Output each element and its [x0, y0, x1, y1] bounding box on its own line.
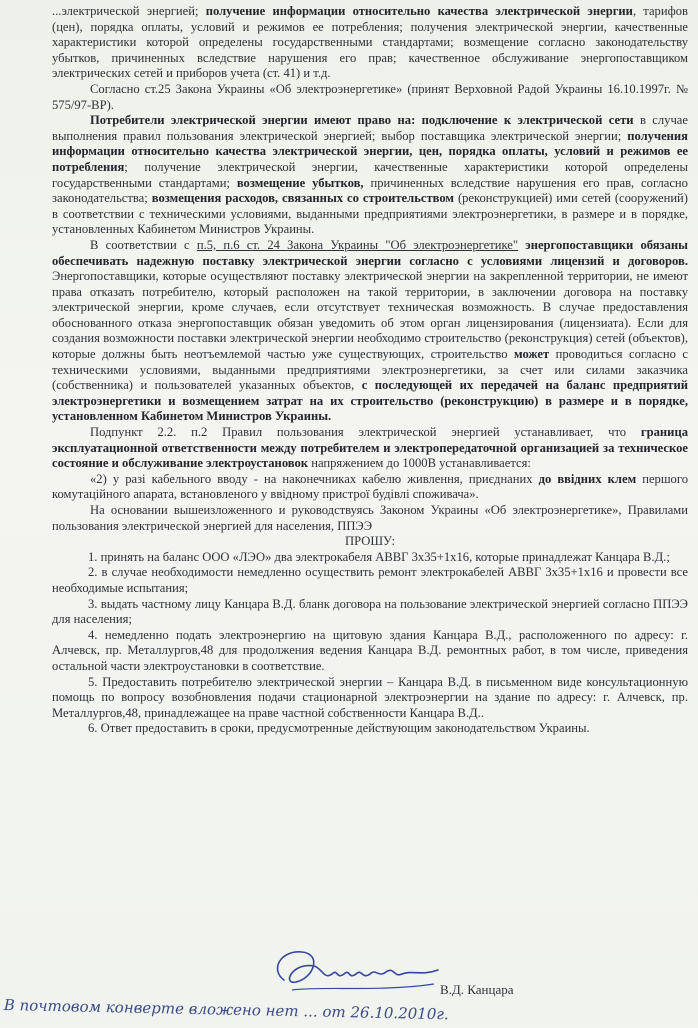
- paragraph-consumer-rights: Потребители электрической энергии имеют право на: подключение к электрической сети в случае выполнения правил пользования электрической энергией; выбор поставщика электрической энергии; получения информации относительно качества электрической энергии, цен, порядка оплаты, условий и режимов ее потребления; получение электрической энергии, качественные характеристики которой определены государственными стандартами; возмещение убытков, причиненных вследствие нарушения его прав, согласно законодательства; возмещения расходов, связанных со строительством (реконструкцией) ими сетей (сооружений) в соответствии с техническими условиями, выданными предприятиями электроэнергетики, в размере и в порядке, установленных Кабинетом Министров Украины.: [52, 113, 688, 237]
- request-item: 1. принять на баланс ООО «ЛЭО» два электрокабеля АВВГ 3х35+1х16, которые принадлежат Канцара В.Д.;: [88, 549, 670, 564]
- law-article-link: п.5, п.6 ст. 24 Закона Украины "Об электроэнергетике": [196, 237, 519, 252]
- request-item: 6. Ответ предоставить в сроки, предусмотренные действующим законодательством Украины.: [88, 721, 590, 736]
- request-item: 2. в случае необходимости немедленно осуществить ремонт электрокабелей АВВГ 3х35+1х16 и провести все необходимые испытания;: [52, 565, 688, 595]
- paragraph-law-reference: Согласно ст.25 Закона Украины «Об электроэнергетике» (принят Верховной Радой Украины 16.10.1997г. № 575/97-ВР).: [52, 81, 688, 112]
- paragraph-basis: На основании вышеизложенного и руководствуясь Законом Украины «Об электроэнергетике», Правилами пользования электрической энергией для населения, ППЭЭ: [52, 503, 688, 533]
- signatory-name: В.Д. Канцара: [440, 982, 514, 997]
- signature-scribble: [262, 940, 452, 1000]
- request-heading: ПРОШУ:: [345, 534, 395, 549]
- paragraph-supplier-obligations: В соответствии с п.5, п.6 ст. 24 Закона Украины "Об электроэнергетике" энергопоставщики обязаны обеспечивать надежную поставку электрической энергии согласно с условиями лицензий и договоров. Энергопоставщики, которые осуществляют поставку электрической энергии на закрепленной территории, не имеют права отказать потребителю, который расположен на такой территории, в заключении договора на поставку электрической энергии, кроме случаев, если отсутствует техническая возможность. В случае предоставления обоснованного отказа энергопоставщик обязан уведомить об этом орган лицензирования (лицензиата). Если для создания возможности поставки электрической энергии необходимо строительство (реконструкция) сетей (объектов), которые должны быть неотъемлемой частью уже существующих, строительство может проводиться согласно с техническими условиями, выданными предприятиями электроэнергетики, за счет или силами заказчика (собственника) и пользователей указанных объектов, с последующей их передачей на баланс предприятий электроэнергетики и возмещением затрат на их строительство (реконструкцию) в размере и в порядке, установленном Кабинетом Министров Украины.: [52, 237, 688, 424]
- paragraph-quote: «2) у разі кабельного вводу - на наконечниках кабелю живлення, приєднаних до ввідних клем першого комутаційного апарата, встановленого у ввідному пристрої будівлі споживача».: [52, 471, 688, 502]
- paragraph-responsibility-boundary: Подпункт 2.2. п.2 Правил пользования электрической энергией устанавливает, что граница эксплуатационной ответственности между потребителем и электропередаточной организацией за техническое состояние и обслуживание электроустановок напряжением до 1000В устанавливается:: [52, 425, 688, 471]
- request-item: 3. выдать частному лицу Канцара В.Д. бланк договора на пользование электрической энергией согласно ППЭЭ для населения;: [52, 596, 688, 627]
- request-item: 5. Предоставить потребителю электрической энергии – Канцара В.Д. в письменном виде консультационную помощь по вопросу возобновления подачи стационарной электроэнергии на здание по адресу: г. Алчевск, пр. Металлургов,48, принадлежащее на праве частной собственности Канцара В.Д..: [52, 674, 688, 720]
- document-body: [52, 4, 688, 737]
- request-item: 4. немедленно подать электроэнергию на щитовую здания Канцара В.Д., расположенного по адресу: г. Алчевск, пр. Металлургов,48 для продолжения ведения Канцара В.Д. ремонтных работ, в том числе, приведения остальной части электроустановки в соответствие.: [52, 627, 688, 673]
- handwritten-note: В почтовом конверте вложено нет ... от 26.10.2010г.: [3, 996, 449, 1024]
- paragraph-rights-intro: ...электрической энергией; получение информации относительно качества электрической энергии, тарифов (цен), порядка оплаты, условий и режимов ее потребления; получения электрической энергии, качественные характеристики которой определены государственными стандартами; возмещение согласно законодательству убытков, причиненных вследствие нарушения его прав; качественное обслуживание энергопоставщиком электрических сетей и приборов учета (ст. 41) и т.д.: [52, 4, 688, 81]
